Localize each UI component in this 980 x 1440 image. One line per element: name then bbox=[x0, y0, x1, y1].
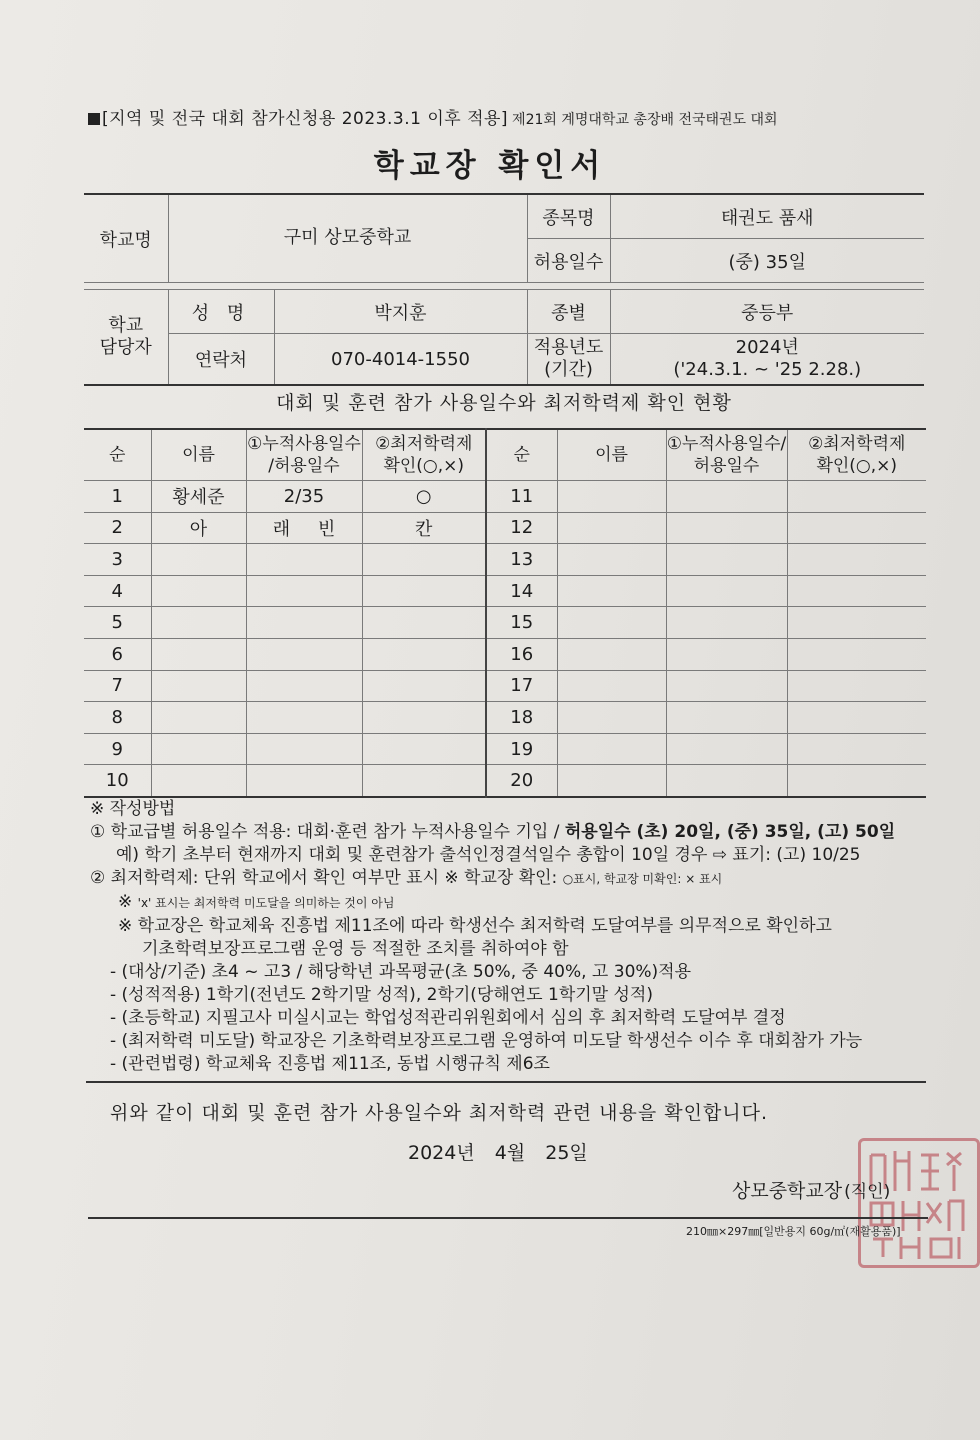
row-name bbox=[151, 638, 246, 670]
header-line bbox=[88, 104, 928, 129]
contact-value: 070-4014-1550 bbox=[274, 334, 527, 386]
note-1-example: 예) 학기 초부터 현재까지 대회 및 훈련참가 출석인정결석일수 총합이 10일 경우 ⇨ 표기: (고) 10/25 bbox=[116, 845, 861, 865]
name-value: 박지훈 bbox=[274, 290, 527, 334]
event-value: 태권도 품새 bbox=[610, 194, 924, 239]
row-no: 8 bbox=[84, 702, 151, 734]
paper-spec-footer: 210㎜×297㎜[일반용지 60g/㎡(재활용품)] bbox=[686, 1225, 901, 1238]
row-check bbox=[362, 607, 486, 639]
division-label: 종별 bbox=[527, 290, 610, 334]
year-label bbox=[527, 334, 610, 386]
row-days: 2/35 bbox=[246, 481, 362, 513]
footer-rule bbox=[88, 1217, 928, 1219]
info-table bbox=[84, 193, 924, 386]
confirmation-text: 위와 같이 대회 및 훈련 참가 사용일수와 최저학력 관련 내용을 확인합니다. bbox=[110, 1102, 769, 1124]
row-name-right bbox=[557, 638, 666, 670]
notes-heading: ※ 작성방법 bbox=[90, 799, 176, 819]
header-category: [지역 및 전국 대회 참가신청용 2023.3.1 이후 적용] bbox=[102, 109, 509, 129]
year-value bbox=[610, 334, 924, 386]
row-name bbox=[151, 544, 246, 576]
row-no: 6 bbox=[84, 638, 151, 670]
table-row bbox=[84, 765, 926, 797]
note-2-small: ○표시, 학교장 미확인: × 표시 bbox=[562, 872, 723, 886]
row-days bbox=[246, 544, 362, 576]
table-row bbox=[84, 670, 926, 702]
row-check: 칸 bbox=[362, 512, 486, 544]
square-bullet-icon bbox=[88, 113, 100, 125]
table-row bbox=[84, 702, 926, 734]
row-no-right: 14 bbox=[486, 575, 557, 607]
row-name-right bbox=[557, 765, 666, 797]
bullet-target: - (대상/기준) 초4 ~ 고3 / 해당학년 과목평균(초 50%, 중 40%, 고 30%)적용 bbox=[110, 962, 692, 982]
row-days bbox=[246, 575, 362, 607]
bullet-below-minimum: - (최저학력 미도달) 학교장은 기초학력보장프로그램 운영하여 미도달 학생선수 이수 후 대회참가 가능 bbox=[110, 1031, 863, 1051]
header-days-2: /허용일수 bbox=[268, 456, 340, 476]
header-check-1: ②최저학력제 bbox=[375, 433, 473, 454]
row-name bbox=[151, 765, 246, 797]
row-days bbox=[246, 638, 362, 670]
info-gap bbox=[84, 283, 924, 290]
row-check-right bbox=[787, 575, 926, 607]
document-title: 학교장 확인서 bbox=[373, 148, 607, 184]
row-check-right bbox=[787, 670, 926, 702]
row-no: 7 bbox=[84, 670, 151, 702]
row-no-right: 19 bbox=[486, 733, 557, 765]
row-check: ○ bbox=[362, 481, 486, 513]
row-check bbox=[362, 733, 486, 765]
year-value-2: ('24.3.1. ~ '25 2.28.) bbox=[673, 359, 862, 380]
section-title: 대회 및 훈련 참가 사용일수와 최저학력제 확인 현황 bbox=[276, 392, 732, 414]
row-name-right bbox=[557, 733, 666, 765]
bullet-grades: - (성적적용) 1학기(전년도 2학기말 성적), 2학기(당해연도 1학기말 성적) bbox=[110, 985, 653, 1005]
row-no-right: 18 bbox=[486, 702, 557, 734]
row-check-right bbox=[787, 544, 926, 576]
row-no-right: 11 bbox=[486, 481, 557, 513]
row-no: 5 bbox=[84, 607, 151, 639]
school-label: 학교명 bbox=[84, 194, 168, 283]
row-no-right: 20 bbox=[486, 765, 557, 797]
row-days bbox=[246, 765, 362, 797]
row-days-right bbox=[666, 512, 787, 544]
note-3-text: 'x' 표시는 최저학력 미도달을 의미하는 것이 아님 bbox=[137, 896, 395, 910]
row-name: 아 bbox=[151, 512, 246, 544]
row-days-right bbox=[666, 544, 787, 576]
header-no-right: 순 bbox=[486, 429, 557, 481]
row-no: 1 bbox=[84, 481, 151, 513]
row-check-right bbox=[787, 512, 926, 544]
principal-title: 상모중학교장 bbox=[732, 1180, 843, 1202]
days-value: (중) 35일 bbox=[610, 239, 924, 283]
table-row bbox=[84, 512, 926, 544]
row-days-right bbox=[666, 670, 787, 702]
row-check bbox=[362, 638, 486, 670]
header-days-right-1: ①누적사용일수/ bbox=[666, 433, 787, 454]
note-3 bbox=[90, 891, 940, 915]
header-days-right bbox=[666, 429, 787, 481]
row-days-right bbox=[666, 575, 787, 607]
header-name: 이름 bbox=[151, 429, 246, 481]
row-name-right bbox=[557, 481, 666, 513]
year-label-2: (기간) bbox=[544, 359, 593, 380]
manager-label-2: 담당자 bbox=[99, 337, 152, 358]
confirmation-date: 2024년 4월 25일 bbox=[408, 1142, 588, 1164]
row-check-right bbox=[787, 607, 926, 639]
event-label: 종목명 bbox=[527, 194, 610, 239]
manager-label-1: 학교 bbox=[108, 314, 144, 336]
row-check bbox=[362, 702, 486, 734]
note-1-bold: 허용일수 (초) 20일, (중) 35일, (고) 50일 bbox=[564, 822, 896, 842]
row-no-right: 12 bbox=[486, 512, 557, 544]
row-no-right: 13 bbox=[486, 544, 557, 576]
note-1 bbox=[90, 821, 940, 844]
header-name-right: 이름 bbox=[557, 429, 666, 481]
row-name bbox=[151, 607, 246, 639]
row-name bbox=[151, 733, 246, 765]
note-4-line-2: 기초학력보장프로그램 운영 등 적절한 조치를 취하여야 함 bbox=[142, 939, 569, 959]
row-name-right bbox=[557, 544, 666, 576]
row-check-right bbox=[787, 702, 926, 734]
seal-stamp-icon bbox=[861, 1141, 977, 1265]
bullet-law: - (관련법령) 학교체육 진흥법 제11조, 동법 시행규칙 제6조 bbox=[110, 1054, 550, 1074]
row-name-right bbox=[557, 670, 666, 702]
row-check-right bbox=[787, 481, 926, 513]
row-days-right bbox=[666, 702, 787, 734]
row-no-right: 17 bbox=[486, 670, 557, 702]
manager-label bbox=[84, 290, 168, 386]
header-check-right bbox=[787, 429, 926, 481]
note-3-mark: ※ bbox=[118, 892, 138, 912]
row-days bbox=[246, 670, 362, 702]
row-name bbox=[151, 702, 246, 734]
table-row bbox=[84, 481, 926, 513]
header-no: 순 bbox=[84, 429, 151, 481]
row-days bbox=[246, 702, 362, 734]
row-no: 10 bbox=[84, 765, 151, 797]
name-label: 성 명 bbox=[168, 290, 274, 334]
row-days bbox=[246, 733, 362, 765]
table-row bbox=[84, 575, 926, 607]
header-check-right-1: ②최저학력제 bbox=[808, 433, 906, 454]
row-days-right bbox=[666, 638, 787, 670]
table-row bbox=[84, 733, 926, 765]
row-name bbox=[151, 670, 246, 702]
row-days bbox=[246, 607, 362, 639]
row-no-right: 15 bbox=[486, 607, 557, 639]
row-name-right bbox=[557, 607, 666, 639]
row-check bbox=[362, 670, 486, 702]
divider-line bbox=[86, 1081, 926, 1083]
table-row bbox=[84, 544, 926, 576]
row-name: 황세준 bbox=[151, 481, 246, 513]
division-value: 중등부 bbox=[610, 290, 924, 334]
note-2 bbox=[90, 867, 940, 891]
row-check bbox=[362, 575, 486, 607]
writing-instructions bbox=[90, 798, 940, 1076]
school-value: 구미 상모중학교 bbox=[168, 194, 527, 283]
contact-label: 연락처 bbox=[168, 334, 274, 386]
header-event: 제21회 계명대학교 총장배 전국태권도 대회 bbox=[512, 112, 778, 128]
row-no: 3 bbox=[84, 544, 151, 576]
seal-label: (직인) bbox=[844, 1182, 891, 1202]
note-2-text: ② 최저학력제: 단위 학교에서 확인 여부만 표시 ※ 학교장 확인: bbox=[90, 868, 563, 888]
row-days: 래 빈 bbox=[246, 512, 362, 544]
row-check bbox=[362, 544, 486, 576]
note-4-line-1: ※ 학교장은 학교체육 진흥법 제11조에 따라 학생선수 최저학력 도달여부를 의무적으로 확인하고 bbox=[118, 916, 832, 936]
row-name bbox=[151, 575, 246, 607]
header-days-1: ①누적사용일수 bbox=[247, 433, 361, 454]
row-no-right: 16 bbox=[486, 638, 557, 670]
header-days-right-2: 허용일수 bbox=[693, 456, 760, 476]
year-label-1: 적용년도 bbox=[533, 336, 604, 358]
roster-table bbox=[84, 428, 926, 798]
days-label: 허용일수 bbox=[527, 239, 610, 283]
row-days-right bbox=[666, 765, 787, 797]
header-check bbox=[362, 429, 486, 481]
row-no: 2 bbox=[84, 512, 151, 544]
row-days-right bbox=[666, 607, 787, 639]
school-seal bbox=[858, 1138, 980, 1268]
row-no: 4 bbox=[84, 575, 151, 607]
header-check-2: 확인(○,×) bbox=[383, 456, 465, 476]
principal-signature bbox=[732, 1176, 890, 1203]
row-name-right bbox=[557, 512, 666, 544]
table-row bbox=[84, 638, 926, 670]
year-value-1: 2024년 bbox=[735, 336, 799, 358]
header-days bbox=[246, 429, 362, 481]
row-no: 9 bbox=[84, 733, 151, 765]
row-check-right bbox=[787, 733, 926, 765]
row-check bbox=[362, 765, 486, 797]
row-name-right bbox=[557, 702, 666, 734]
row-check-right bbox=[787, 638, 926, 670]
note-1-text: ① 학교급별 허용일수 적용: 대회·훈련 참가 누적사용일수 기입 / bbox=[90, 822, 565, 842]
row-days-right bbox=[666, 733, 787, 765]
row-days-right bbox=[666, 481, 787, 513]
bullet-elementary: - (초등학교) 지필고사 미실시교는 학업성적관리위원회에서 심의 후 최저학력 도달여부 결정 bbox=[110, 1008, 786, 1028]
row-name-right bbox=[557, 575, 666, 607]
header-check-right-2: 확인(○,×) bbox=[816, 456, 898, 476]
table-row bbox=[84, 607, 926, 639]
row-check-right bbox=[787, 765, 926, 797]
